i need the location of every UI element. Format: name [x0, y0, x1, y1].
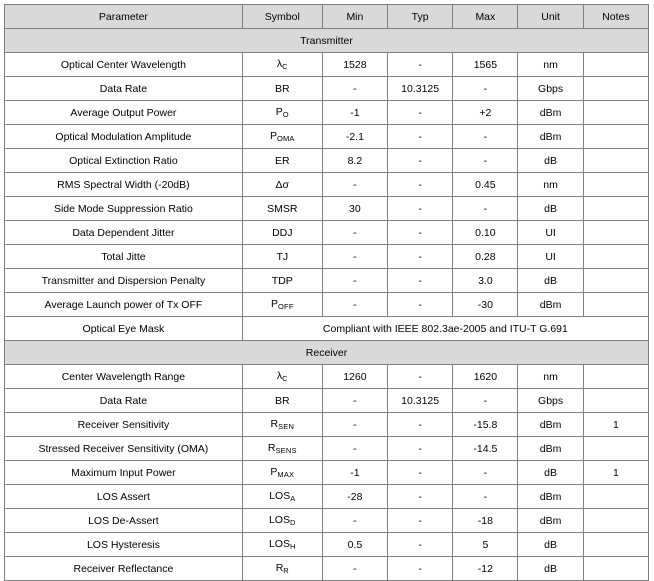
- cell-notes: [583, 389, 648, 413]
- header-symbol: Symbol: [242, 5, 322, 29]
- symbol-subscript: OMA: [276, 134, 295, 143]
- cell-unit: Gbps: [518, 389, 583, 413]
- cell-unit: UI: [518, 245, 583, 269]
- cell-max: -12: [453, 557, 518, 581]
- cell-typ: -: [388, 437, 453, 461]
- cell-symbol: [242, 53, 322, 77]
- cell-notes: [583, 365, 648, 389]
- table-row: [5, 245, 649, 269]
- header-unit: Unit: [518, 5, 583, 29]
- symbol-subscript: A: [290, 494, 296, 503]
- cell-parameter: LOS Hysteresis: [5, 533, 243, 557]
- cell-notes: [583, 221, 648, 245]
- cell-typ: -: [388, 197, 453, 221]
- table-row: [5, 77, 649, 101]
- cell-typ: -: [388, 557, 453, 581]
- cell-symbol: [242, 293, 322, 317]
- cell-min: 1260: [322, 365, 387, 389]
- cell-min: 30: [322, 197, 387, 221]
- cell-notes: [583, 101, 648, 125]
- header-parameter: Parameter: [5, 5, 243, 29]
- cell-typ: -: [388, 485, 453, 509]
- cell-typ: -: [388, 461, 453, 485]
- cell-max: 1565: [453, 53, 518, 77]
- table-row: [5, 557, 649, 581]
- cell-max: -: [453, 125, 518, 149]
- cell-notes: [583, 557, 648, 581]
- symbol-subscript: SEN: [278, 422, 295, 431]
- cell-unit: dB: [518, 461, 583, 485]
- symbol-base: LOS: [268, 538, 290, 550]
- cell-notes: [583, 437, 648, 461]
- symbol-subscript: H: [289, 542, 296, 551]
- cell-symbol: [242, 557, 322, 581]
- cell-notes: [583, 125, 648, 149]
- cell-typ: -: [388, 365, 453, 389]
- cell-min: -: [322, 389, 387, 413]
- cell-unit: nm: [518, 365, 583, 389]
- symbol-base: SMSR: [267, 202, 298, 215]
- cell-max: -: [453, 77, 518, 101]
- header-row: [5, 5, 649, 29]
- cell-parameter: Maximum Input Power: [5, 461, 243, 485]
- cell-symbol: [242, 245, 322, 269]
- table-row: [5, 533, 649, 557]
- cell-unit: dBm: [518, 413, 583, 437]
- cell-unit: UI: [518, 221, 583, 245]
- cell-symbol: [242, 485, 322, 509]
- cell-symbol: [242, 149, 322, 173]
- cell-min: -: [322, 557, 387, 581]
- table-row: [5, 173, 649, 197]
- cell-unit: dBm: [518, 485, 583, 509]
- table-row: [5, 389, 649, 413]
- cell-typ: -: [388, 293, 453, 317]
- cell-max: 3.0: [453, 269, 518, 293]
- cell-notes: [583, 269, 648, 293]
- section-header-row: [5, 341, 649, 365]
- section-title: Receiver: [5, 341, 649, 365]
- symbol-base: LOS: [268, 514, 290, 526]
- cell-unit: dB: [518, 557, 583, 581]
- cell-notes: [583, 149, 648, 173]
- cell-typ: -: [388, 101, 453, 125]
- cell-min: -: [322, 509, 387, 533]
- cell-parameter: Transmitter and Dispersion Penalty: [5, 269, 243, 293]
- cell-unit: dBm: [518, 509, 583, 533]
- cell-typ: -: [388, 149, 453, 173]
- table-body: [5, 29, 649, 581]
- symbol-base: BR: [275, 82, 290, 95]
- cell-notes: [583, 53, 648, 77]
- table-row: [5, 293, 649, 317]
- cell-typ: 10.3125: [388, 77, 453, 101]
- cell-parameter: RMS Spectral Width (-20dB): [5, 173, 243, 197]
- cell-symbol: [242, 461, 322, 485]
- cell-parameter: Average Output Power: [5, 101, 243, 125]
- symbol-subscript: SENS: [275, 446, 297, 455]
- header-notes: Notes: [583, 5, 648, 29]
- cell-min: -1: [322, 101, 387, 125]
- symbol-subscript: OFF: [278, 302, 294, 311]
- cell-typ: -: [388, 125, 453, 149]
- cell-typ: -: [388, 413, 453, 437]
- symbol-base: LOS: [269, 490, 291, 502]
- symbol-base: λ: [276, 58, 283, 70]
- cell-typ: 10.3125: [388, 389, 453, 413]
- cell-symbol: [242, 413, 322, 437]
- cell-min: -: [322, 173, 387, 197]
- cell-max: -: [453, 461, 518, 485]
- table-header: [5, 5, 649, 29]
- header-typ: Typ: [388, 5, 453, 29]
- symbol-subscript: R: [283, 566, 289, 575]
- cell-parameter: LOS De-Assert: [5, 509, 243, 533]
- symbol-base: R: [275, 562, 284, 574]
- cell-max: -18: [453, 509, 518, 533]
- cell-min: -: [322, 221, 387, 245]
- cell-min: -: [322, 437, 387, 461]
- symbol-base: P: [275, 106, 283, 118]
- cell-unit: dBm: [518, 293, 583, 317]
- cell-typ: -: [388, 245, 453, 269]
- cell-unit: dBm: [518, 437, 583, 461]
- cell-symbol: [242, 437, 322, 461]
- cell-parameter: Total Jitte: [5, 245, 243, 269]
- cell-parameter: Optical Extinction Ratio: [5, 149, 243, 173]
- symbol-base: P: [270, 466, 278, 478]
- cell-unit: dB: [518, 533, 583, 557]
- symbol-base: P: [270, 298, 278, 310]
- table-row: [5, 509, 649, 533]
- table-row: [5, 149, 649, 173]
- cell-notes: [583, 533, 648, 557]
- cell-parameter: Optical Modulation Amplitude: [5, 125, 243, 149]
- cell-parameter: Receiver Sensitivity: [5, 413, 243, 437]
- table-row: [5, 413, 649, 437]
- table-row: [5, 365, 649, 389]
- cell-max: -: [453, 197, 518, 221]
- cell-max: -: [453, 149, 518, 173]
- symbol-base: P: [269, 130, 277, 142]
- symbol-subscript: C: [282, 374, 288, 383]
- cell-unit: dBm: [518, 125, 583, 149]
- cell-symbol: [242, 101, 322, 125]
- symbol-base: DDJ: [272, 226, 293, 239]
- table-row: [5, 485, 649, 509]
- cell-notes: [583, 293, 648, 317]
- symbol-base: λ: [276, 370, 283, 382]
- table-row: [5, 125, 649, 149]
- cell-notes: [583, 77, 648, 101]
- cell-min: -1: [322, 461, 387, 485]
- cell-typ: -: [388, 173, 453, 197]
- cell-notes: [583, 197, 648, 221]
- cell-min: -2.1: [322, 125, 387, 149]
- symbol-subscript: O: [282, 110, 289, 119]
- cell-notes: [583, 173, 648, 197]
- cell-max: -14.5: [453, 437, 518, 461]
- table-row: [5, 437, 649, 461]
- symbol-subscript: D: [289, 518, 296, 527]
- cell-unit: nm: [518, 53, 583, 77]
- cell-unit: dB: [518, 269, 583, 293]
- cell-parameter: Optical Center Wavelength: [5, 53, 243, 77]
- cell-parameter: Data Rate: [5, 77, 243, 101]
- cell-parameter: LOS Assert: [5, 485, 243, 509]
- cell-notes: [583, 485, 648, 509]
- cell-max: 0.45: [453, 173, 518, 197]
- cell-min: -: [322, 269, 387, 293]
- table-row: [5, 317, 649, 341]
- cell-symbol: [242, 269, 322, 293]
- cell-notes: 1: [583, 413, 648, 437]
- header-max: Max: [453, 5, 518, 29]
- table-row: [5, 269, 649, 293]
- cell-parameter: Side Mode Suppression Ratio: [5, 197, 243, 221]
- cell-typ: -: [388, 269, 453, 293]
- symbol-base: Δσ: [275, 178, 290, 191]
- cell-symbol: [242, 365, 322, 389]
- cell-max: 0.28: [453, 245, 518, 269]
- cell-typ: -: [388, 533, 453, 557]
- symbol-base: R: [267, 442, 276, 454]
- cell-max: 1620: [453, 365, 518, 389]
- cell-parameter: Data Dependent Jitter: [5, 221, 243, 245]
- table-row: [5, 221, 649, 245]
- cell-merged-value: Compliant with IEEE 802.3ae-2005 and ITU-T G.691: [242, 317, 648, 341]
- cell-parameter: Receiver Reflectance: [5, 557, 243, 581]
- cell-typ: -: [388, 53, 453, 77]
- header-min: Min: [322, 5, 387, 29]
- cell-typ: -: [388, 221, 453, 245]
- cell-parameter: Optical Eye Mask: [5, 317, 243, 341]
- symbol-base: ER: [275, 154, 290, 167]
- symbol-base: BR: [275, 394, 290, 407]
- section-title: Transmitter: [5, 29, 649, 53]
- symbol-base: TJ: [276, 250, 289, 263]
- cell-notes: [583, 245, 648, 269]
- symbol-base: R: [270, 418, 279, 430]
- cell-max: +2: [453, 101, 518, 125]
- cell-unit: nm: [518, 173, 583, 197]
- cell-notes: [583, 509, 648, 533]
- cell-min: -: [322, 293, 387, 317]
- symbol-subscript: MAX: [277, 470, 295, 479]
- table-row: [5, 101, 649, 125]
- cell-symbol: [242, 389, 322, 413]
- cell-symbol: [242, 77, 322, 101]
- cell-max: -30: [453, 293, 518, 317]
- cell-parameter: Stressed Receiver Sensitivity (OMA): [5, 437, 243, 461]
- cell-min: -28: [322, 485, 387, 509]
- cell-parameter: Center Wavelength Range: [5, 365, 243, 389]
- cell-symbol: [242, 509, 322, 533]
- cell-min: -: [322, 77, 387, 101]
- cell-max: -: [453, 485, 518, 509]
- specification-table: [4, 4, 649, 581]
- cell-min: -: [322, 245, 387, 269]
- cell-min: 8.2: [322, 149, 387, 173]
- cell-min: 1528: [322, 53, 387, 77]
- cell-max: 0.10: [453, 221, 518, 245]
- symbol-subscript: C: [282, 62, 288, 71]
- cell-symbol: [242, 221, 322, 245]
- cell-parameter: Average Launch power of Tx OFF: [5, 293, 243, 317]
- table-row: [5, 461, 649, 485]
- section-header-row: [5, 29, 649, 53]
- cell-unit: dB: [518, 197, 583, 221]
- cell-max: -: [453, 389, 518, 413]
- cell-unit: dB: [518, 149, 583, 173]
- cell-parameter: Data Rate: [5, 389, 243, 413]
- cell-max: 5: [453, 533, 518, 557]
- cell-unit: dBm: [518, 101, 583, 125]
- cell-typ: -: [388, 509, 453, 533]
- cell-notes: 1: [583, 461, 648, 485]
- cell-max: -15.8: [453, 413, 518, 437]
- cell-symbol: [242, 173, 322, 197]
- cell-min: -: [322, 413, 387, 437]
- cell-symbol: [242, 197, 322, 221]
- table-row: [5, 197, 649, 221]
- table-row: [5, 53, 649, 77]
- cell-symbol: [242, 125, 322, 149]
- cell-unit: Gbps: [518, 77, 583, 101]
- cell-min: 0.5: [322, 533, 387, 557]
- symbol-base: TDP: [271, 274, 293, 287]
- cell-symbol: [242, 533, 322, 557]
